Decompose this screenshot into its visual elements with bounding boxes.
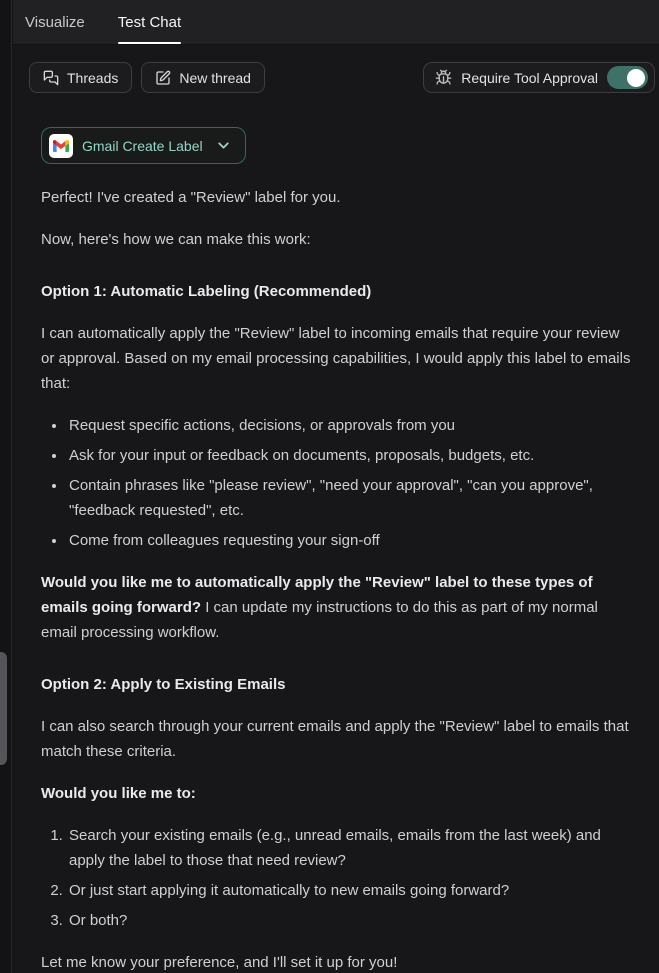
message-paragraph bbox=[41, 570, 631, 645]
assistant-message bbox=[41, 185, 631, 973]
require-tool-approval-toggle[interactable] bbox=[607, 66, 648, 89]
threads-button-label: Threads bbox=[67, 69, 119, 86]
numbered-item: 2. Or just start applying it automatically to new emails going forward? bbox=[67, 878, 631, 903]
numbered-item: 3. Or both? bbox=[67, 908, 631, 933]
options-numbered-list bbox=[41, 823, 631, 933]
bold-question: Would you like me to: bbox=[41, 785, 196, 802]
tool-chip-label: Gmail Create Label bbox=[82, 137, 203, 154]
bold-question: Would you like me to automatically apply the "Review" label to these types of emails going forward? bbox=[41, 574, 593, 616]
panel-drag-handle[interactable] bbox=[0, 652, 7, 765]
bug-icon bbox=[435, 69, 452, 86]
message-paragraph bbox=[41, 781, 631, 806]
left-resize-rail bbox=[0, 0, 12, 973]
threads-button[interactable] bbox=[29, 62, 132, 93]
compose-icon bbox=[155, 70, 171, 86]
bullet-item: • Request specific actions, decisions, or approvals from you bbox=[67, 413, 631, 438]
threads-icon bbox=[43, 70, 59, 86]
gmail-icon bbox=[49, 134, 73, 158]
message-paragraph: Now, here's how we can make this work: bbox=[41, 231, 311, 248]
toolbar-left-group bbox=[29, 62, 265, 93]
numbered-item: 1. Search your existing emails (e.g., unread emails, emails from the last week) and apply the label to those that need review? bbox=[67, 823, 631, 873]
message-paragraph: I can also search through your current emails and apply the "Review" label to emails that match these criteria. bbox=[41, 718, 629, 760]
tab-visualize[interactable]: Visualize bbox=[25, 13, 85, 31]
test-chat-panel bbox=[13, 0, 659, 973]
bullet-item: • Ask for your input or feedback on documents, proposals, budgets, etc. bbox=[67, 443, 631, 468]
gmail-create-label-tool-chip[interactable] bbox=[41, 127, 246, 164]
criteria-bullet-list bbox=[41, 413, 631, 553]
chevron-down-icon bbox=[215, 137, 232, 154]
bullet-item: • Contain phrases like "please review", "need your approval", "can you approve", "feedback requested", etc. bbox=[67, 473, 631, 523]
option2-heading: Option 2: Apply to Existing Emails bbox=[41, 676, 286, 693]
require-tool-approval-control bbox=[423, 62, 655, 93]
message-paragraph: Let me know your preference, and I'll set it up for you! bbox=[41, 954, 398, 971]
bullet-item: • Come from colleagues requesting your sign-off bbox=[67, 528, 631, 553]
tab-bar bbox=[13, 0, 659, 45]
message-paragraph: I can automatically apply the "Review" label to incoming emails that require your review or approval. Based on my email processing capabilities, I would apply this label to emails that: bbox=[41, 325, 631, 392]
require-tool-approval-label: Require Tool Approval bbox=[461, 69, 598, 86]
new-thread-button-label: New thread bbox=[179, 69, 251, 86]
toggle-knob bbox=[627, 69, 645, 87]
question-rest: I can update my instructions to do this as part of my normal email processing workflow. bbox=[41, 599, 598, 641]
chat-message-area bbox=[13, 93, 659, 973]
tab-test-chat[interactable]: Test Chat bbox=[118, 0, 181, 44]
new-thread-button[interactable] bbox=[141, 62, 265, 93]
option1-heading: Option 1: Automatic Labeling (Recommended) bbox=[41, 283, 372, 300]
chat-toolbar bbox=[29, 62, 655, 93]
message-paragraph: Perfect! I've created a "Review" label for you. bbox=[41, 189, 341, 206]
